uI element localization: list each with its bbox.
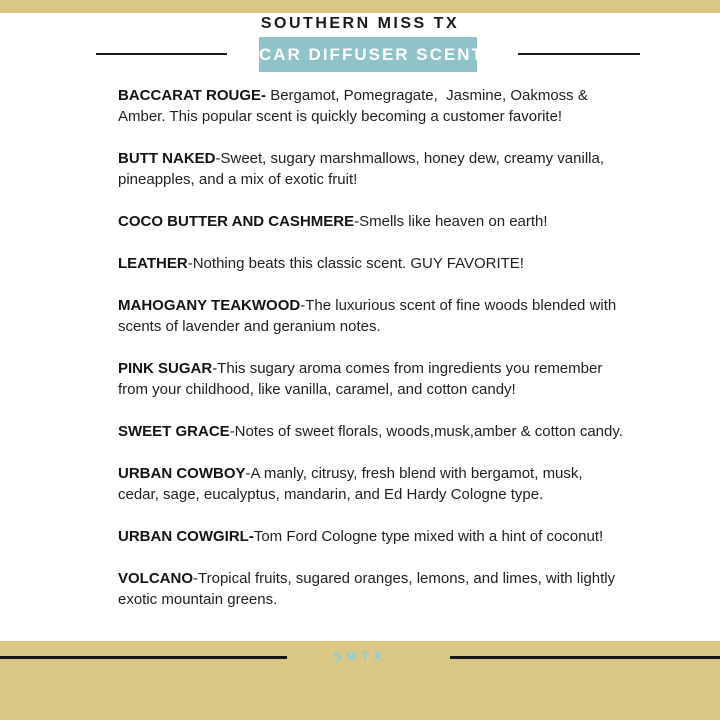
- scent-description: -A manly, citrusy, fresh blend with bergamot, musk, cedar, sage, eucalyptus, mandarin, and Ed Hardy Cologne type.: [118, 465, 587, 503]
- scent-name: MAHOGANY TEAKWOOD: [118, 297, 301, 314]
- scent-item: [118, 148, 625, 190]
- scent-name: PINK SUGAR: [118, 360, 213, 377]
- scent-list: [118, 85, 625, 631]
- header-divider-left: [96, 53, 227, 55]
- scent-name: LEATHER: [118, 255, 188, 272]
- scent-name: URBAN COWBOY: [118, 465, 246, 482]
- scent-description: -Notes of sweet florals, woods,musk,amber & cotton candy.: [229, 423, 623, 440]
- scent-description: -This sugary aroma comes from ingredients you remember from your childhood, like vanilla, caramel, and cotton candy!: [118, 360, 607, 398]
- header-badge-row: [0, 37, 720, 72]
- footer-band: [0, 641, 720, 720]
- scent-name: VOLCANO: [118, 570, 193, 587]
- scent-item: [118, 85, 625, 127]
- scent-description: Tom Ford Cologne type mixed with a hint of coconut!: [253, 528, 604, 545]
- scent-item: [118, 211, 625, 232]
- top-accent-strip: [0, 0, 720, 13]
- scent-item: [118, 253, 625, 274]
- scent-item: [118, 463, 625, 505]
- scent-description: -Sweet, sugary marshmallows, honey dew, creamy vanilla, pineapples, and a mix of exotic fruit!: [118, 150, 609, 188]
- header-divider-right: [518, 53, 640, 55]
- scent-item: [118, 568, 625, 610]
- category-badge: CAR DIFFUSER SCENTS: [259, 37, 477, 72]
- brand-title: SOUTHERN MISS TX: [260, 15, 460, 32]
- scent-description: -Tropical fruits, sugared oranges, lemons, and limes, with lightly exotic mountain greens.: [118, 570, 620, 608]
- scent-item: [118, 358, 625, 400]
- scent-description: -Nothing beats this classic scent. GUY FAVORITE!: [187, 255, 524, 272]
- scent-name: COCO BUTTER AND CASHMERE: [118, 213, 355, 230]
- footer-divider-right: [450, 656, 720, 659]
- footer-logo: SMTX: [333, 649, 387, 663]
- scent-name: BUTT NAKED: [118, 150, 216, 167]
- scent-description: Bergamot, Pomegragate, Jasmine, Oakmoss & Amber. This popular scent is quickly becoming a customer favorite!: [118, 87, 592, 125]
- scent-description: -Smells like heaven on earth!: [354, 213, 548, 230]
- scent-item: [118, 295, 625, 337]
- scent-name: BACCARAT ROUGE-: [118, 87, 267, 104]
- scent-description: -The luxurious scent of fine woods blended with scents of lavender and geranium notes.: [118, 297, 621, 335]
- scent-item: [118, 526, 625, 547]
- scent-name: URBAN COWGIRL-: [118, 528, 254, 545]
- scent-name: SWEET GRACE: [118, 423, 230, 440]
- scent-item: [118, 421, 625, 442]
